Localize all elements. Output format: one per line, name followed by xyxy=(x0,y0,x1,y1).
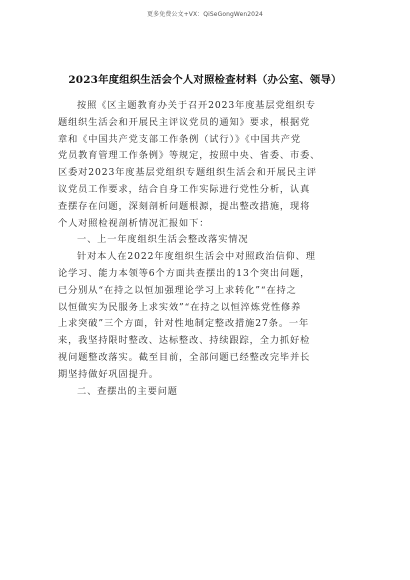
body-line: 已分别从“在持之以恒加强理论学习上求转化”“在持之 xyxy=(58,284,297,296)
body-line: 议党员工作要求，结合自身工作实际进行党性分析，认真 xyxy=(58,183,311,195)
body-line: 针对本人在2022年度组织生活会中对照政治信仰、理 xyxy=(77,251,316,263)
body-line: 查摆存在问题，深刻剖析问题根源，提出整改措施，现将 xyxy=(58,200,311,212)
body-line: 章和《中国共产党支部工作条例（试行）》《中国共产党 xyxy=(58,133,301,145)
body-line: 视问题整改落实。截至目前，全部问题已经整改完毕并长 xyxy=(58,351,311,363)
body-line: 上求突破”三个方面，针对性地制定整改措施27条。一年 xyxy=(58,318,310,330)
body-line: 按照《区主题教育办关于召开2023年度基层党组织专 xyxy=(77,100,316,111)
body-line: 以恒做实为民服务上求实效”“在持之以恒淬炼党性修养 xyxy=(58,301,302,313)
body-line: 来，我坚持限时整改、达标整改、持续跟踪，全力抓好检 xyxy=(58,335,311,347)
document-title: 2023年度组织生活会个人对照检查材料（办公室、领导） xyxy=(68,74,342,86)
body-line: 题组织生活会和开展民主评议党员的通知》要求，根据党 xyxy=(58,116,311,128)
body-line: 党员教育管理工作条例》等规定，按照中央、省委、市委、 xyxy=(58,150,321,162)
body-line: 区委对2023年度基层党组织专题组织生活会和开展民主评 xyxy=(58,167,317,179)
body-line: 个人对照检视剖析情况汇报如下： xyxy=(58,217,210,229)
body-line: 期坚持做好巩固提升。 xyxy=(58,368,159,380)
section-heading: 二、查摆出的主要问题 xyxy=(77,385,178,397)
document-body xyxy=(58,98,354,400)
promo-note: 更多免费公文+VX：QiSeGongWen2024 xyxy=(147,11,263,18)
body-line: 论学习、能力本领等6个方面共查摆出的13个突出问题， xyxy=(58,267,311,279)
section-heading: 一、上一年度组织生活会整改落实情况 xyxy=(77,234,249,246)
